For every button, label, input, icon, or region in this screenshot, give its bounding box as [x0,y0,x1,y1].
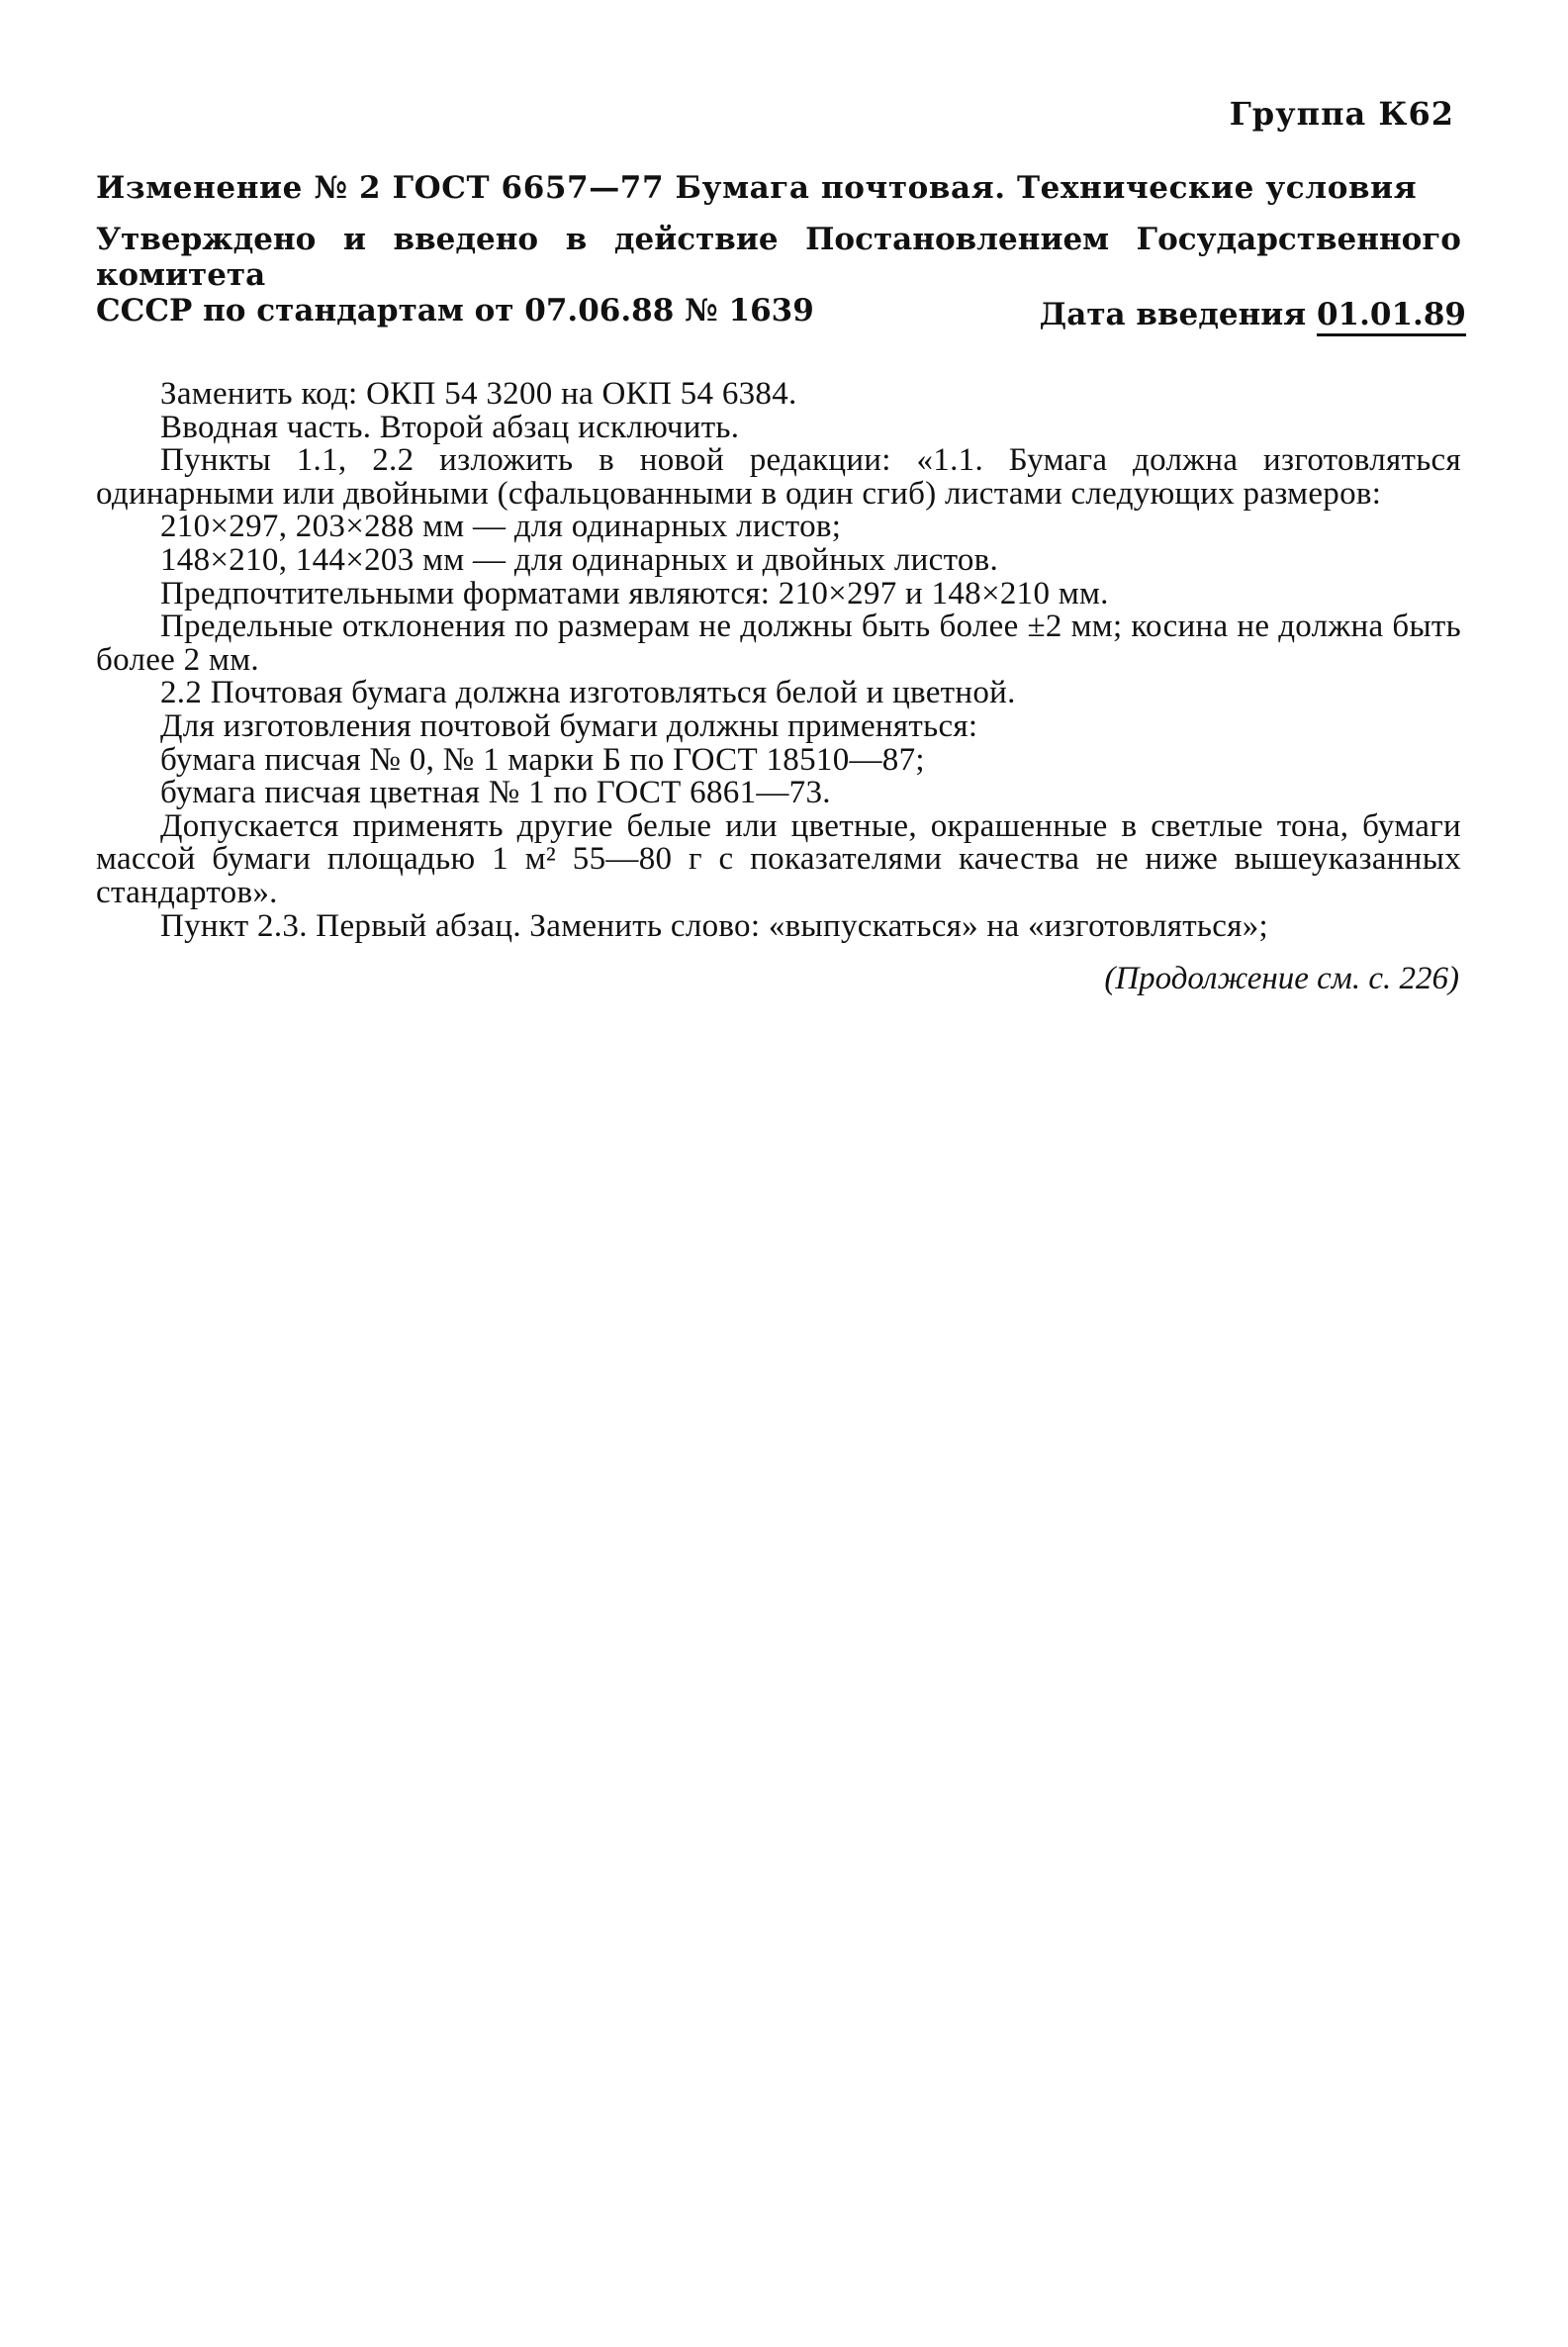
paragraph: Допускается применять другие белые или цветные, окрашенные в светлые тона, бумаги массой бумаги площадью 1 м² 55—80 г с показателями качества не ниже вышеуказанных стандартов». [96,807,1461,910]
approval-line-2: СССР по стандартам от 07.06.88 № 1639 [96,293,814,329]
paragraph: Пункт 2.3. Первый абзац. Заменить слово: «выпускаться» на «изготовляться»; [160,907,1268,944]
paragraph: 148×210, 144×203 мм — для одинарных и двойных листов. [160,541,999,578]
paragraph: Вводная часть. Второй абзац исключить. [160,409,740,445]
paragraph: 2.2 Почтовая бумага должна изготовляться белой и цветной. [160,675,1016,711]
paragraph: Заменить код: ОКП 54 3200 на ОКП 54 6384. [160,376,797,412]
continuation-note: (Продолжение см. с. 226) [1104,961,1459,996]
paragraph: бумага писчая № 0, № 1 марки Б по ГОСТ 18510—87; [160,741,925,778]
effective-date-value: 01.01.89 [1317,297,1466,336]
effective-date [1040,297,1466,336]
approval-line-1: Утверждено и введено в действие Постановлением Государственного комитета [96,222,1461,293]
paragraph: Пункты 1.1, 2.2 изложить в новой редакции: «1.1. Бумага должна изготовляться одинарными или двойными (сфальцованными в один сгиб) листами следующих размеров: [96,442,1461,512]
paragraph: Для изготовления почтовой бумаги должны применяться: [160,707,978,744]
document-title: Изменение № 2 ГОСТ 6657—77 Бумага почтовая. Технические условия [96,170,1418,206]
document-body [96,378,1461,943]
effective-date-label: Дата введения [1039,297,1317,332]
group-code: Группа К62 [1229,95,1454,133]
paragraph: Предельные отклонения по размерам не должны быть более ±2 мм; косина не должна быть более 2 мм. [96,609,1461,678]
paragraph: Предпочтительными форматами являются: 210×297 и 148×210 мм. [160,575,1109,611]
paragraph: бумага писчая цветная № 1 по ГОСТ 6861—73. [160,775,831,811]
paragraph: 210×297, 203×288 мм — для одинарных листов; [160,509,842,545]
